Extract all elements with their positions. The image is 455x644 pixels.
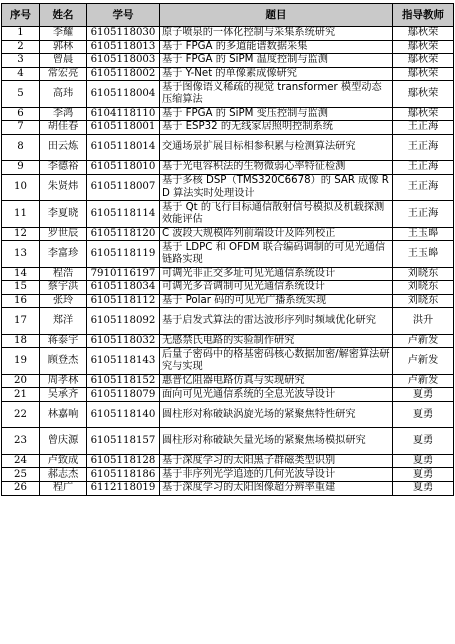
row-thesis-title: 面向可见光通信系统的全息光波导设计 bbox=[160, 388, 393, 402]
row-advisor: 卢新发 bbox=[393, 348, 454, 374]
table-row bbox=[2, 428, 454, 454]
row-thesis-title: 可调光非正交多址可见光通信系统设计 bbox=[160, 267, 393, 281]
row-student-name: 罗世辰 bbox=[40, 227, 87, 241]
header-advisor: 指导教师 bbox=[393, 4, 454, 27]
row-student-id: 6105118030 bbox=[87, 27, 160, 41]
row-student-name: 卢致成 bbox=[40, 454, 87, 468]
table-row bbox=[2, 281, 454, 295]
row-student-id: 6105118034 bbox=[87, 281, 160, 295]
row-student-id: 6105118092 bbox=[87, 308, 160, 334]
row-student-id: 6105118014 bbox=[87, 134, 160, 160]
table-row bbox=[2, 482, 454, 496]
row-seq: 21 bbox=[2, 388, 40, 402]
row-thesis-title: 基于非序列光学追迹的几何光波导设计 bbox=[160, 468, 393, 482]
row-thesis-title: 基于 Y-Net 的单像素成像研究 bbox=[160, 67, 393, 81]
table-row bbox=[2, 388, 454, 402]
table-row bbox=[2, 468, 454, 482]
row-advisor: 鄢秋荣 bbox=[393, 81, 454, 107]
row-thesis-title: 交通场景扩展目标相参积累与检测算法研究 bbox=[160, 134, 393, 160]
row-student-name: 曾庆源 bbox=[40, 428, 87, 454]
row-advisor: 洪升 bbox=[393, 308, 454, 334]
row-advisor: 夏勇 bbox=[393, 454, 454, 468]
row-thesis-title: 基于 Polar 码的可见光广播系统实现 bbox=[160, 294, 393, 308]
row-student-id: 6105118002 bbox=[87, 67, 160, 81]
row-advisor: 夏勇 bbox=[393, 482, 454, 496]
row-advisor: 王正海 bbox=[393, 134, 454, 160]
row-thesis-title: 基于 ESP32 的无线家居照明控制系统 bbox=[160, 121, 393, 135]
row-thesis-title: 后量子密码中的格基密码核心数据加密/解密算法研究与实现 bbox=[160, 348, 393, 374]
row-thesis-title: 无感禁氏电路的实验制作研究 bbox=[160, 334, 393, 348]
row-student-name: 李富珍 bbox=[40, 241, 87, 267]
row-thesis-title: 基于深度学习的太阳图像超分辨率重建 bbox=[160, 482, 393, 496]
row-advisor: 卢新发 bbox=[393, 334, 454, 348]
table-row bbox=[2, 201, 454, 227]
row-thesis-title: 原子喷泉的一体化控制与采集系统研究 bbox=[160, 27, 393, 41]
row-student-id: 6105118152 bbox=[87, 374, 160, 388]
table-row bbox=[2, 134, 454, 160]
row-seq: 2 bbox=[2, 40, 40, 54]
row-student-id: 6105118003 bbox=[87, 54, 160, 68]
table-row bbox=[2, 374, 454, 388]
row-seq: 8 bbox=[2, 134, 40, 160]
table-row bbox=[2, 454, 454, 468]
row-advisor: 王正海 bbox=[393, 121, 454, 135]
row-student-name: 林嘉响 bbox=[40, 402, 87, 428]
row-student-name: 郝志杰 bbox=[40, 468, 87, 482]
row-student-id: 6105118013 bbox=[87, 40, 160, 54]
row-student-name: 胡佳春 bbox=[40, 121, 87, 135]
table-row bbox=[2, 161, 454, 175]
table-row bbox=[2, 294, 454, 308]
row-student-name: 顾登杰 bbox=[40, 348, 87, 374]
row-advisor: 王正海 bbox=[393, 161, 454, 175]
table-row bbox=[2, 308, 454, 334]
row-seq: 24 bbox=[2, 454, 40, 468]
row-student-name: 李鸿 bbox=[40, 107, 87, 121]
row-student-name: 郭林 bbox=[40, 40, 87, 54]
row-seq: 4 bbox=[2, 67, 40, 81]
row-thesis-title: C 波段大规模阵列前端设计及阵列校正 bbox=[160, 227, 393, 241]
row-thesis-title: 基于 LDPC 和 OFDM 联合编码调制的可见光通信链路实现 bbox=[160, 241, 393, 267]
table-row bbox=[2, 227, 454, 241]
row-seq: 23 bbox=[2, 428, 40, 454]
row-student-name: 蔡宇洪 bbox=[40, 281, 87, 295]
row-seq: 7 bbox=[2, 121, 40, 135]
row-student-id: 6104118110 bbox=[87, 107, 160, 121]
row-seq: 20 bbox=[2, 374, 40, 388]
row-advisor: 鄢秋荣 bbox=[393, 40, 454, 54]
row-student-id: 6105118143 bbox=[87, 348, 160, 374]
row-seq: 1 bbox=[2, 27, 40, 41]
row-student-name: 郑洋 bbox=[40, 308, 87, 334]
table-row bbox=[2, 81, 454, 107]
row-thesis-title: 圆柱形对称破缺矢量光场的紧聚焦场模拟研究 bbox=[160, 428, 393, 454]
row-student-name: 程浩 bbox=[40, 267, 87, 281]
row-advisor: 鄢秋荣 bbox=[393, 107, 454, 121]
row-thesis-title: 基于 Qt 的飞行目标通信散射信号模拟及机载探测效能评估 bbox=[160, 201, 393, 227]
row-student-name: 曾晨 bbox=[40, 54, 87, 68]
row-thesis-title: 惠普忆阻器电路仿真与实现研究 bbox=[160, 374, 393, 388]
row-seq: 9 bbox=[2, 161, 40, 175]
row-student-name: 李德裕 bbox=[40, 161, 87, 175]
row-advisor: 王玉皞 bbox=[393, 241, 454, 267]
row-student-name: 吴承齐 bbox=[40, 388, 87, 402]
table-row bbox=[2, 67, 454, 81]
table-row bbox=[2, 334, 454, 348]
row-seq: 16 bbox=[2, 294, 40, 308]
row-advisor: 鄢秋荣 bbox=[393, 67, 454, 81]
row-seq: 12 bbox=[2, 227, 40, 241]
row-student-id: 6105118112 bbox=[87, 294, 160, 308]
row-seq: 11 bbox=[2, 201, 40, 227]
row-student-id: 6105118001 bbox=[87, 121, 160, 135]
row-student-name: 朱贤炜 bbox=[40, 174, 87, 200]
row-student-name: 李耀 bbox=[40, 27, 87, 41]
table-row bbox=[2, 348, 454, 374]
row-seq: 22 bbox=[2, 402, 40, 428]
table-row bbox=[2, 121, 454, 135]
row-thesis-title: 圆柱形对称破缺涡旋光场的紧聚焦特性研究 bbox=[160, 402, 393, 428]
row-student-id: 6105118186 bbox=[87, 468, 160, 482]
row-advisor: 刘晓东 bbox=[393, 294, 454, 308]
row-advisor: 夏勇 bbox=[393, 468, 454, 482]
row-student-id: 6105118004 bbox=[87, 81, 160, 107]
table-row bbox=[2, 107, 454, 121]
row-advisor: 卢新发 bbox=[393, 374, 454, 388]
row-seq: 19 bbox=[2, 348, 40, 374]
row-student-name: 蒋泰宇 bbox=[40, 334, 87, 348]
row-student-id: 7910116197 bbox=[87, 267, 160, 281]
row-thesis-title: 基于启发式算法的雷达波形序列时频域优化研究 bbox=[160, 308, 393, 334]
table-row bbox=[2, 54, 454, 68]
row-advisor: 刘晓东 bbox=[393, 267, 454, 281]
row-seq: 3 bbox=[2, 54, 40, 68]
table-row bbox=[2, 402, 454, 428]
row-seq: 13 bbox=[2, 241, 40, 267]
row-thesis-title: 基于多核 DSP（TMS320C6678）的 SAR 成像 RD 算法实时处理设计 bbox=[160, 174, 393, 200]
row-thesis-title: 基于深度学习的太阳黑子群磁类型识别 bbox=[160, 454, 393, 468]
row-advisor: 夏勇 bbox=[393, 428, 454, 454]
row-student-id: 6105118157 bbox=[87, 428, 160, 454]
table-row bbox=[2, 241, 454, 267]
table-row bbox=[2, 40, 454, 54]
row-seq: 25 bbox=[2, 468, 40, 482]
row-thesis-title: 基于 FPGA 的多道能谱数据采集 bbox=[160, 40, 393, 54]
header-row bbox=[2, 4, 454, 27]
row-advisor: 王玉皞 bbox=[393, 227, 454, 241]
row-student-id: 6112118019 bbox=[87, 482, 160, 496]
row-thesis-title: 基于 FPGA 的 SiPM 温度控制与监测 bbox=[160, 54, 393, 68]
row-student-id: 6105118128 bbox=[87, 454, 160, 468]
row-student-id: 6105118140 bbox=[87, 402, 160, 428]
row-seq: 10 bbox=[2, 174, 40, 200]
row-student-id: 6105118007 bbox=[87, 174, 160, 200]
row-thesis-title: 基于图像语义稀疏的视觉 transformer 模型动态压缩算法 bbox=[160, 81, 393, 107]
row-advisor: 夏勇 bbox=[393, 388, 454, 402]
row-student-id: 6105118010 bbox=[87, 161, 160, 175]
thesis-roster-table bbox=[1, 3, 454, 496]
row-student-name: 张玲 bbox=[40, 294, 87, 308]
header-seq: 序号 bbox=[2, 4, 40, 27]
row-advisor: 夏勇 bbox=[393, 402, 454, 428]
row-advisor: 王正海 bbox=[393, 201, 454, 227]
row-thesis-title: 基于 FPGA 的 SiPM 变压控制与监测 bbox=[160, 107, 393, 121]
row-student-name: 高玮 bbox=[40, 81, 87, 107]
table-row bbox=[2, 174, 454, 200]
table-row bbox=[2, 27, 454, 41]
row-student-id: 6105118079 bbox=[87, 388, 160, 402]
row-seq: 17 bbox=[2, 308, 40, 334]
row-seq: 14 bbox=[2, 267, 40, 281]
row-student-name: 周孝林 bbox=[40, 374, 87, 388]
row-student-id: 6105118119 bbox=[87, 241, 160, 267]
header-student-id: 学号 bbox=[87, 4, 160, 27]
row-student-name: 田云炼 bbox=[40, 134, 87, 160]
row-seq: 26 bbox=[2, 482, 40, 496]
row-student-id: 6105118032 bbox=[87, 334, 160, 348]
row-advisor: 王正海 bbox=[393, 174, 454, 200]
header-title: 题目 bbox=[160, 4, 393, 27]
row-student-name: 程广 bbox=[40, 482, 87, 496]
row-student-name: 常宏亮 bbox=[40, 67, 87, 81]
row-advisor: 刘晓东 bbox=[393, 281, 454, 295]
row-thesis-title: 可调光多音调制可见光通信系统设计 bbox=[160, 281, 393, 295]
row-advisor: 鄢秋荣 bbox=[393, 54, 454, 68]
row-student-id: 6105118114 bbox=[87, 201, 160, 227]
row-seq: 18 bbox=[2, 334, 40, 348]
table-row bbox=[2, 267, 454, 281]
table-body bbox=[2, 27, 454, 496]
row-seq: 5 bbox=[2, 81, 40, 107]
row-seq: 6 bbox=[2, 107, 40, 121]
row-student-name: 李夏晓 bbox=[40, 201, 87, 227]
row-student-id: 6105118120 bbox=[87, 227, 160, 241]
row-seq: 15 bbox=[2, 281, 40, 295]
header-name: 姓名 bbox=[40, 4, 87, 27]
row-thesis-title: 基于光电容积法的生物微弱心率特征检测 bbox=[160, 161, 393, 175]
row-advisor: 鄢秋荣 bbox=[393, 27, 454, 41]
